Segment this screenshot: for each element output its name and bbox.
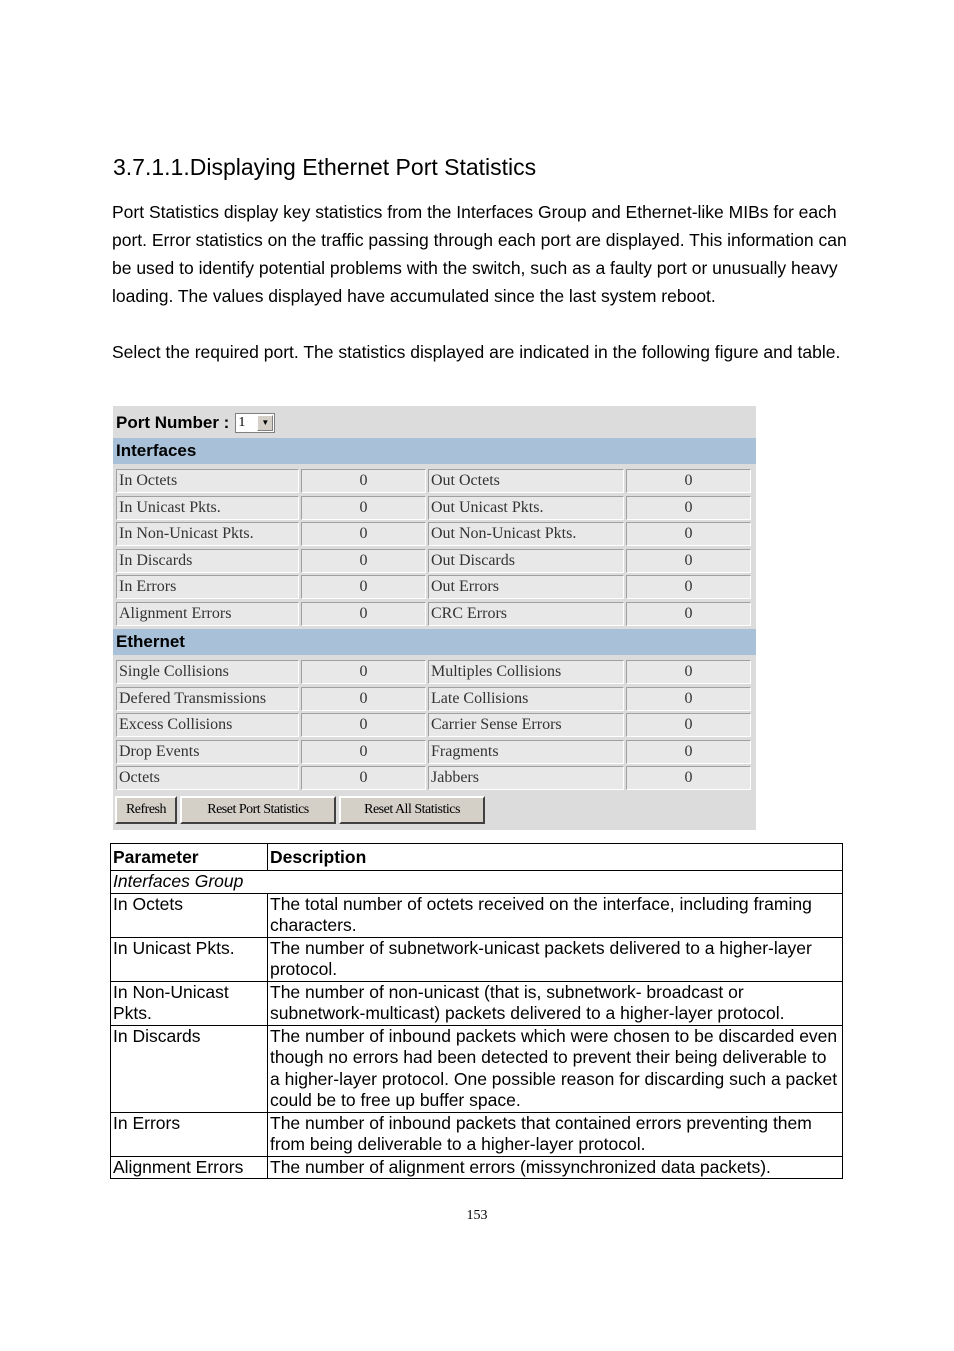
stat-value: 0 [301,766,426,790]
port-number-select[interactable] [235,413,275,433]
stat-label: Late Collisions [428,687,624,711]
stat-value: 0 [626,740,751,764]
stat-value: 0 [626,602,751,626]
stat-label: Out Unicast Pkts. [428,496,624,520]
stat-label: Single Collisions [116,660,299,684]
chevron-down-icon[interactable]: ▼ [257,415,273,431]
stat-row [115,739,755,766]
stat-value: 0 [626,575,751,599]
table-row [111,937,843,981]
stat-value: 0 [626,522,751,546]
stat-label: Multiples Collisions [428,660,624,684]
port-number-label: Port Number : [116,413,230,432]
parameter-cell: In Non-Unicast Pkts. [111,981,268,1025]
stat-label: Out Octets [428,469,624,493]
stat-value: 0 [626,766,751,790]
stat-label: In Errors [116,575,299,599]
stat-value: 0 [626,660,751,684]
stat-value: 0 [626,496,751,520]
parameter-description-table [110,843,843,1179]
parameter-cell: In Errors [111,1112,268,1156]
interfaces-section-header: Interfaces [113,438,756,464]
port-selector-row [116,411,275,435]
stat-value: 0 [301,602,426,626]
description-cell: The number of alignment errors (missynchronized data packets). [268,1156,843,1179]
stat-label: Defered Transmissions [116,687,299,711]
stat-value: 0 [626,469,751,493]
ethernet-stats-grid [115,659,755,792]
description-cell: The number of inbound packets which were chosen to be discarded even though no errors had been detected to prevent their being deliverable to a higher-layer protocol. One possible reason for discarding such a packet could be to free up buffer space. [268,1025,843,1112]
stat-value: 0 [301,713,426,737]
group-label: Interfaces Group [111,871,843,894]
stat-label: Out Errors [428,575,624,599]
table-row [111,1112,843,1156]
stat-value: 0 [301,549,426,573]
stat-row [115,574,755,601]
reset-all-statistics-button[interactable]: Reset All Statistics [339,796,485,824]
port-statistics-panel [113,406,756,830]
stat-value: 0 [301,740,426,764]
instruction-paragraph: Select the required port. The statistics displayed are indicated in the following figure and table. [112,342,841,362]
section-heading: 3.7.1.1.Displaying Ethernet Port Statistics [113,154,537,180]
parameter-column-header: Parameter [111,844,268,871]
stat-row [115,601,755,628]
refresh-button[interactable]: Refresh [115,796,177,824]
description-cell: The number of inbound packets that contained errors preventing them from being deliverable to a higher-layer protocol. [268,1112,843,1156]
stat-label: In Non-Unicast Pkts. [116,522,299,546]
description-cell: The total number of octets received on the interface, including framing characters. [268,893,843,937]
page-number: 153 [466,1208,488,1223]
stat-row [115,495,755,522]
stat-label: Out Discards [428,549,624,573]
stat-row [115,468,755,495]
stat-value: 0 [301,687,426,711]
parameter-cell: In Octets [111,893,268,937]
stat-label: Out Non-Unicast Pkts. [428,522,624,546]
stat-label: Carrier Sense Errors [428,713,624,737]
stat-row [115,765,755,792]
stat-label: CRC Errors [428,602,624,626]
stat-value: 0 [301,660,426,684]
parameter-cell: In Discards [111,1025,268,1112]
interfaces-stats-grid [115,468,755,627]
stat-value: 0 [626,713,751,737]
stat-label: Excess Collisions [116,713,299,737]
stat-label: Drop Events [116,740,299,764]
port-number-value: 1 [238,415,246,430]
stat-label: Jabbers [428,766,624,790]
stat-value: 0 [301,522,426,546]
stat-row [115,548,755,575]
table-row [111,893,843,937]
description-column-header: Description [268,844,843,871]
stat-label: Alignment Errors [116,602,299,626]
parameter-cell: Alignment Errors [111,1156,268,1179]
stat-label: Fragments [428,740,624,764]
stat-value: 0 [301,575,426,599]
description-cell: The number of non-unicast (that is, subnetwork- broadcast or subnetwork-multicast) packets delivered to a higher-layer protocol. [268,981,843,1025]
stat-row [115,659,755,686]
table-row [111,1156,843,1179]
stat-label: In Discards [116,549,299,573]
table-header-row [111,844,843,871]
table-row [111,981,843,1025]
intro-paragraph: Port Statistics display key statistics from the Interfaces Group and Ethernet-like MIBs for each port. Error statistics on the traffic passing through each port are displayed. This information can be used to identify potential problems with the switch, such as a faulty port or unusually heavy loading. The values displayed have accumulated since the last system reboot. [112,202,847,306]
stat-value: 0 [301,496,426,520]
stat-label: Octets [116,766,299,790]
stat-label: In Octets [116,469,299,493]
description-cell: The number of subnetwork-unicast packets delivered to a higher-layer protocol. [268,937,843,981]
group-row [111,871,843,894]
parameter-cell: In Unicast Pkts. [111,937,268,981]
stat-value: 0 [301,469,426,493]
action-buttons [115,796,488,824]
ethernet-section-header: Ethernet [113,629,756,655]
reset-port-statistics-button[interactable]: Reset Port Statistics [180,796,336,824]
stat-row [115,686,755,713]
stat-value: 0 [626,687,751,711]
stat-value: 0 [626,549,751,573]
stat-row [115,521,755,548]
table-row [111,1025,843,1112]
stat-row [115,712,755,739]
stat-label: In Unicast Pkts. [116,496,299,520]
